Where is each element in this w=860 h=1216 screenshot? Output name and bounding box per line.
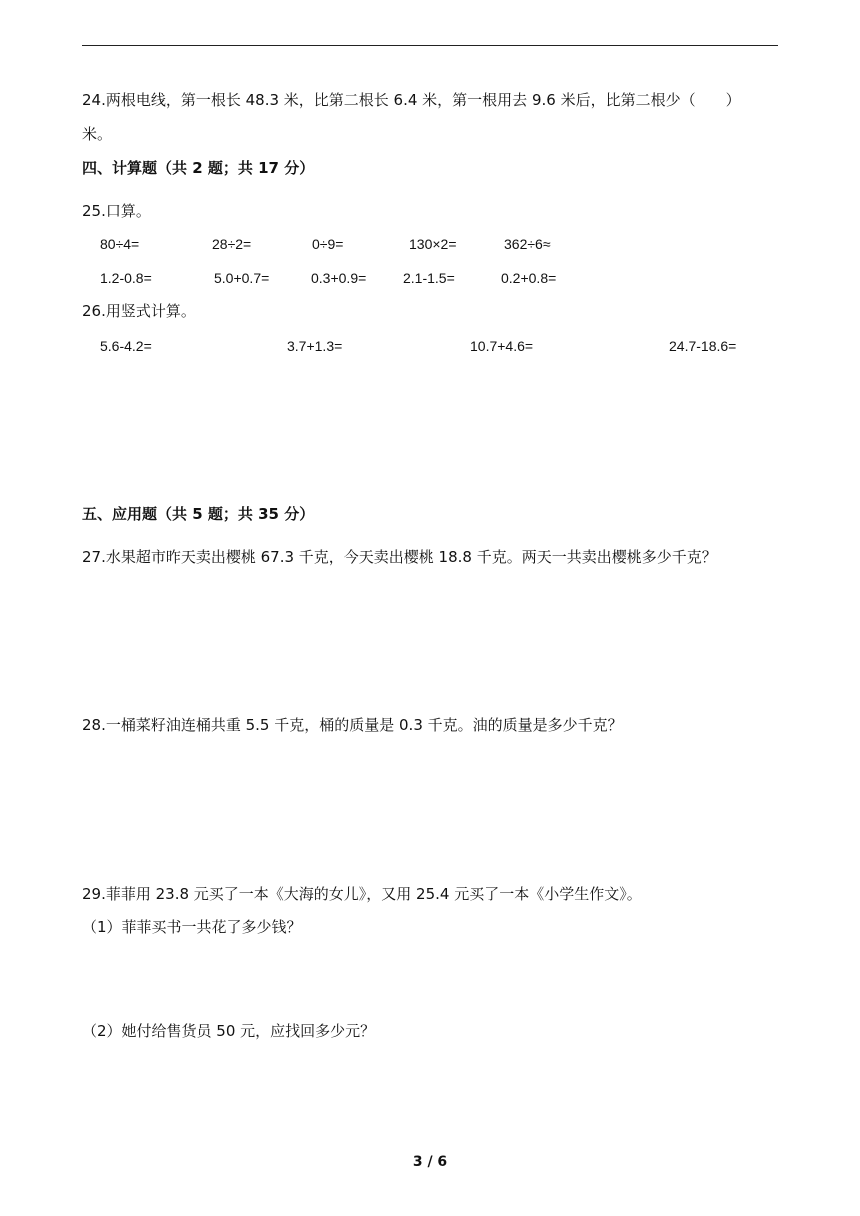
oral-calc-item: 0.3+0.9= [311,270,367,286]
oral-calc-item: 28÷2= [212,236,252,252]
oral-calc-item: 362÷6≈ [504,236,551,252]
header-rule [82,45,778,46]
oral-calc-item: 2.1-1.5= [403,270,455,286]
question-28: 28.一桶菜籽油连桶共重 5.5 千克，桶的质量是 0.3 千克。油的质量是多少千克？ [82,716,623,734]
oral-calc-item: 130×2= [409,236,457,252]
oral-calc-item: 80÷4= [100,236,140,252]
question-27: 27.水果超市昨天卖出樱桃 67.3 千克，今天卖出樱桃 18.8 千克。两天一共卖出樱桃多少千克？ [82,548,717,566]
question-24-line2: 米。 [82,125,113,143]
question-25-label: 25.口算。 [82,202,151,220]
oral-calc-item: 1.2-0.8= [100,270,152,286]
vertical-calc-item: 10.7+4.6= [470,338,534,354]
page-number: 3 / 6 [412,1154,448,1170]
oral-calc-item: 0÷9= [312,236,344,252]
section-5-title: 五、应用题（共 5 题；共 35 分） [82,505,315,523]
oral-calc-item: 5.0+0.7= [214,270,270,286]
question-26-label: 26.用竖式计算。 [82,302,196,320]
oral-calc-item: 0.2+0.8= [501,270,557,286]
question-29-stem: 29.菲菲用 23.8 元买了一本《大海的女儿》，又用 25.4 元买了一本《小学生作文》。 [82,885,642,903]
question-29-part-2: （2）她付给售货员 50 元，应找回多少元？ [82,1022,376,1040]
vertical-calc-item: 3.7+1.3= [287,338,343,354]
section-4-title: 四、计算题（共 2 题；共 17 分） [82,159,315,177]
question-24-line1: 24.两根电线，第一根长 48.3 米，比第二根长 6.4 米，第一根用去 9.6 米后，比第二根少（ ） [82,91,741,109]
vertical-calc-item: 24.7-18.6= [669,338,737,354]
vertical-calc-item: 5.6-4.2= [100,338,152,354]
question-29-part-1: （1）菲菲买书一共花了多少钱？ [82,918,302,936]
